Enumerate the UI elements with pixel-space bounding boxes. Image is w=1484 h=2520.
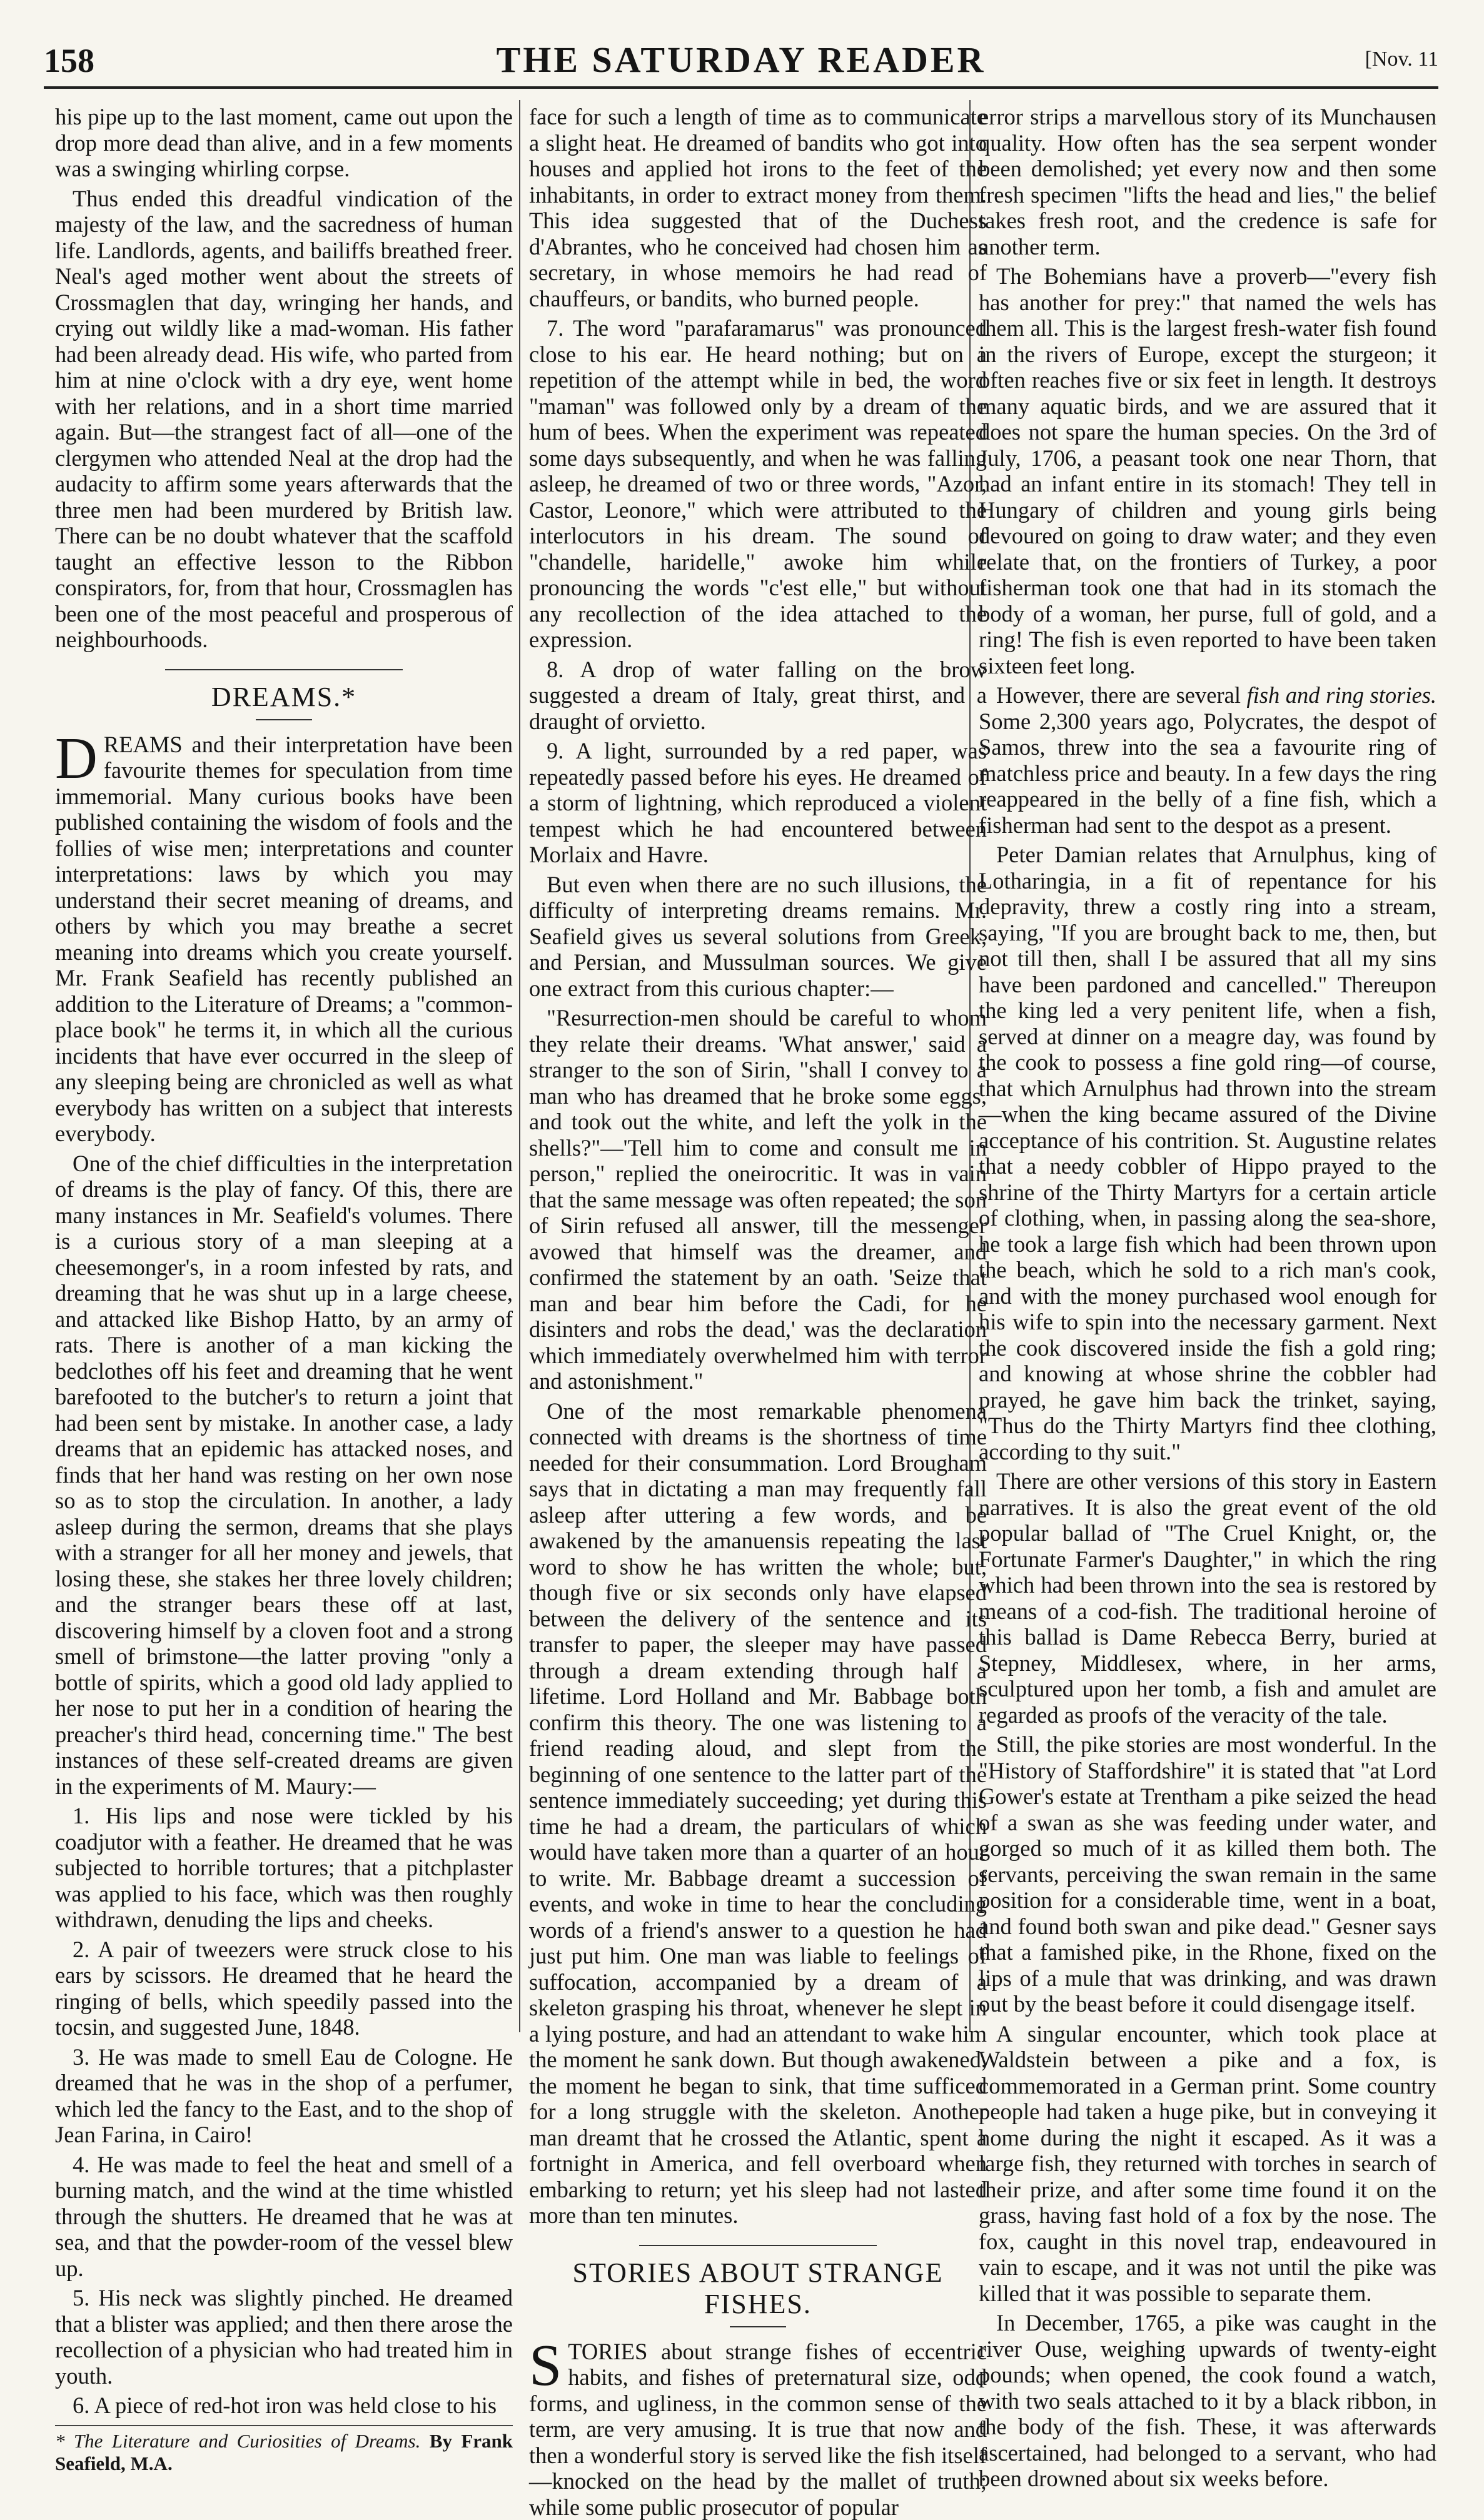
numbered-item: 2. A pair of tweezers were struck close to his ears by scissors. He dreamed that he heard the ringing of bells, which speedily passed into the tocsin, and suggested June, 1848.: [55, 1937, 513, 2040]
footnote-title: * The Literature and Curiosities of Dreams.: [55, 2430, 420, 2452]
paragraph: "Resurrection-men should be careful to whom they relate their dreams. 'What answer,' said a stranger to the son of Sirin, "shall I convey to a man who has dreamed that he broke some eggs, and took out the white, and left the yolk in the shells?"—'Tell him to come and consult me in person," replied the oneirocritic. It was in vain that the same message was often repeated; the son of Sirin refused all answer, till the messenger avowed that himself was the dreamer, and confirmed the statement by an oath. 'Seize that man and bear him before the Cadi, for he disinters and robs the dead,' was the declaration which immediately overwhelmed him with terror and astonishment.": [529, 1005, 987, 1394]
newspaper-title: THE SATURDAY READER: [44, 39, 1438, 81]
drop-cap: D: [55, 734, 98, 783]
numbered-item: 9. A light, surrounded by a red paper, was repeatedly passed before his eyes. He dreamed of a storm of lightning, which reproduced a violent tempest which he had encountered between Morlaix and Havre.: [529, 738, 987, 868]
paragraph: error strips a marvellous story of its Munchausen quality. How often has the sea serpent wonder been demolished; yet every now and then some fresh specimen "lifts the head and lies," the belief takes fresh root, and the credence is safe for another term.: [979, 104, 1436, 260]
section-rule: [639, 2245, 877, 2246]
section-rule: [730, 2326, 786, 2327]
numbered-item: 4. He was made to feel the heat and smell of a burning match, and the wind at the time whistled through the shutters. He dreamed that he was at sea, and that the powder-room of the vessel blew up.: [55, 2152, 513, 2282]
numbered-item: 7. The word "parafaramarus" was pronounced close to his ear. He heard nothing; but on a repetition of the attempt while in bed, the word "maman" was followed only by a dream of the hum of bees. When the experiment was repeated some days subsequently, and when he was falling asleep, he dreamed of two or three words, "Azor, Castor, Leonore," which were attributed to the interlocutors in his dream. The sound of "chandelle, haridelle," awoke him while pronouncing the words "c'est elle," but without any recollection of the idea attached to the expression.: [529, 315, 987, 653]
numbered-item: 5. His neck was slightly pinched. He dreamed that a blister was applied; and then there arose the recollection of a physician who had treated him in youth.: [55, 2285, 513, 2389]
paragraph: Thus ended this dreadful vindication of the majesty of the law, and the sacredness of human life. Landlords, agents, and bailiffs breathed freer. Neal's aged mother went about the streets of Crossmaglen that day, wringing her hands, and crying out wildly like a mad-woman. His father had been already dead. His wife, who parted from him at nine o'clock with a dry eye, went home with her relations, and in a short time married again. But—the strangest fact of all—one of the clergymen who attended Neal at the drop had the audacity to affirm some years afterwards that the three men had been murdered by British law. There can be no doubt whatever that the scaffold taught an effective lesson to the Ribbon conspirators, for, from that hour, Crossmaglen has been one of the most peaceful and prosperous of neighbourhoods.: [55, 186, 513, 653]
paragraph: The Bohemians have a proverb—"every fish has another for prey:" that named the wels has them all. This is the largest fresh-water fish found in the rivers of Europe, except the sturgeon; it often reaches five or six feet in length. It destroys many aquatic birds, and we are assured that it does not spare the human species. On the 3rd of July, 1706, a peasant took one near Thorn, that had an infant entire in its stomach! They tell in Hungary of children and young girls being devoured on going to draw water; and they even relate that, on the frontiers of Turkey, a poor fisherman took one that had in its stomach the body of a woman, her purse, full of gold, and a ring! The fish is even reported to have been taken sixteen feet long.: [979, 263, 1436, 678]
section-rule: [256, 719, 312, 720]
paragraph: One of the most remarkable phenomena connected with dreams is the shortness of time needed for their consummation. Lord Brougham says that in dictating a man may frequently fall asleep after uttering a few words, and be awakened by the amanuensis repeating the last word to show he has written the whole; but, though five or six seconds only have elapsed between the delivery of the sentence and its transfer to paper, the sleeper may have passed through a dream extending through half a lifetime. Lord Holland and Mr. Babbage both confirm this theory. The one was listening to a friend reading aloud, and slept from the beginning of one sentence to the latter part of the sentence immediately succeeding; yet during this time he had a dream, the particulars of which would have taken more than a quarter of an hour to write. Mr. Babbage dreamt a succession of events, and woke in time to hear the concluding words of a friend's answer to a question he had just put him. One man was liable to feelings of suffocation, accompanied by a dream of a skeleton grasping his throat, whenever he slept in a lying posture, and had an attendant to wake him the moment he sank down. But though awakened, the moment he began to sink, that time sufficed for a long struggle with the skeleton. Another man dreamt that he crossed the Atlantic, spent a fortnight in America, and fell overboard when embarking to return; yet his sleep had not lasted more than ten minutes.: [529, 1398, 987, 2229]
paragraph: One of the chief difficulties in the interpretation of dreams is the play of fancy. Of this, there are many instances in Mr. Seafield's volumes. There is a curious story of a man sleeping at a cheesemonger's, in a room infested by rats, and dreaming that he was shut up in a large cheese, and attacked like Bishop Hatto, by an army of rats. There is another of a man kicking the bedclothes off his feet and dreaming that he went barefooted to the butcher's to return a joint that had been sent by mistake. In another case, a lady dreams that an epidemic has attacked noses, and finds that her hand was resting on her own nose so as to stop the circulation. In another, a lady asleep during the sermon, dreams that she plays with a stranger for all her money and jewels, that losing these, she stakes her three lovely children; and the stranger bears these off at last, discovering himself by a cloven foot and a strong smell of brimstone—the latter proving "only a bottle of spirits, which a good old lady applied to her nose to put her in a condition of hearing the preacher's third head, concerning time." The best instances of these self-created dreams are given in the experiments of M. Maury:—: [55, 1151, 513, 1800]
column-1: [55, 104, 513, 2011]
numbered-item: 6. A piece of red-hot iron was held close to his: [55, 2392, 513, 2419]
paragraph: In December, 1765, a pike was caught in the river Ouse, weighing upwards of twenty-eight pounds; when opened, the cook found a watch, with two seals attached to it by a black ribbon, in the body of the fish. These, it was afterwards ascertained, had belonged to a servant, who had been drowned about six weeks before.: [979, 2310, 1436, 2492]
section-title-dreams: DREAMS.*: [55, 682, 513, 713]
numbered-item: 3. He was made to smell Eau de Cologne. He dreamed that he was in the shop of a perfumer, which led the fancy to the East, and to the shop of Jean Farina, in Cairo!: [55, 2044, 513, 2148]
paragraph: Peter Damian relates that Arnulphus, king of Lotharingia, in a fit of repentance for his depravity, threw a costly ring into a stream, saying, "If you are brought back to me, then, but not till then, shall I be assured that all my sins have been pardoned and cancelled." Thereupon the king led a very penitent life, when a fish, served at dinner on a meagre day, was found by the cook to possess a fine gold ring—of course, that which Arnulphus had thrown into the stream—when the king became assured of the Divine acceptance of his contrition. St. Augustine relates that a needy cobbler of Hippo prayed to the shrine of the Thirty Martyrs for a certain article of clothing, when, in passing along the sea-shore, he took a large fish which had been thrown upon the beach, which he sold to a rich man's cook, and with the money purchased wool enough for his wife to spin into the necessary garment. Next the cook discovered inside the fish a gold ring; and knowing at whose shrine the cobbler had prayed, he gave him back the trinket, saying, "Thus do the Thirty Martyrs find thee clothing, according to thy suit.": [979, 842, 1436, 1464]
paragraph: Still, the pike stories are most wonderful. In the "History of Staffordshire" it is stated that "at Lord Gower's estate at Trentham a pike seized the head of a swan as she was feeding under water, and gorged so much of it as killed them both. The servants, perceiving the swan remain in the same position for a considerable time, went in a boat, and found both swan and pike dead." Gesner says that a famished pike, in the Rhone, fixed on the lips of a mule that was drinking, and was drawn out by the beast before it could disengage itself.: [979, 1731, 1436, 2017]
paragraph: There are other versions of this story in Eastern narratives. It is also the great event of the old popular ballad of "The Cruel Knight, or, the Fortunate Farmer's Daughter," in which the ring which had been thrown into the sea is restored by means of a cod-fish. The traditional heroine of this ballad is Dame Rebecca Berry, buried at Stepney, Middlesex, where, in her arms, sculptured upon her tomb, a fish and amulet are regarded as proofs of the veracity of the tale.: [979, 1468, 1436, 1728]
masthead: [44, 39, 1438, 83]
paragraph: But even when there are no such illusions, the difficulty of interpreting dreams remains. Mr. Seafield gives us several solutions from Greek, and Persian, and Mussulman sources. We give one extract from this curious chapter:—: [529, 872, 987, 1002]
footnote: [55, 2425, 513, 2475]
numbered-item: 1. His lips and nose were tickled by his coadjutor with a feather. He dreamed that he was subjected to horrible tortures; that a pitchplaster was applied to his face, which was then roughly withdrawn, denuding the lips and cheeks.: [55, 1803, 513, 1933]
issue-date: [Nov. 11: [1365, 48, 1438, 71]
paragraph: DREAMS and their interpretation have been favourite themes for speculation from time immemorial. Many curious books have been published containing the wisdom of fools and the follies of wise men; interpretations and counter interpretations: laws by which you may understand their secret meaning of dreams, and others by which you may breathe a secret meaning into dreams which you create yourself. Mr. Frank Seafield has recently published an addition to the Literature of Dreams; a "common-place book" he terms it, in which all the curious incidents that have ever occurred in the sleep of any sleeping being are chronicled as well as what everybody has written on a subject that interests everybody.: [55, 732, 513, 1147]
header-rule: [44, 86, 1438, 89]
column-2: [529, 104, 987, 2011]
section-title-fishes: STORIES ABOUT STRANGE FISHES.: [529, 2257, 987, 2320]
footnote-author: By Frank Seafield, M.A.: [55, 2430, 513, 2474]
paragraph: his pipe up to the last moment, came out upon the drop more dead than alive, and in a few moments was a swinging whirling corpse.: [55, 104, 513, 182]
paragraph: However, there are several fish and ring stories. Some 2,300 years ago, Polycrates, the despot of Samos, threw into the sea a favourite ring of matchless price and beauty. In a few days the ring reappeared in the belly of a fine fish, which a fisherman had sent to the despot as a present.: [979, 682, 1436, 838]
paragraph: face for such a length of time as to communicate a slight heat. He dreamed of bandits who got into houses and applied hot irons to the feet of the inhabitants, in order to extract money from them. This idea suggested that of the Duchess d'Abrantes, who he conceived had chosen him as secretary, in whose memoirs he had read of chauffeurs, or bandits, who burned people.: [529, 104, 987, 311]
paragraph: STORIES about strange fishes of eccentric habits, and fishes of preternatural size, odd forms, and ugliness, in the common sense of the term, are very amusing. It is true that now and then a wonderful story is served like the fish itself—knocked on the head by the mallet of truth; while some public prosecutor of popular: [529, 2339, 987, 2520]
column-divider: [519, 100, 520, 2032]
column-3: [979, 104, 1436, 2011]
page-number: 158: [44, 41, 94, 80]
section-rule: [165, 669, 403, 670]
paragraph: A singular encounter, which took place at Waldstein between a pike and a fox, is commemorated in a German print. Some country people had taken a huge pike, but in conveying it home during the night it escaped. As it was a large fish, they returned with torches in search of their prize, and after some time found it on the grass, having fast hold of a fox by the nose. The fox, caught in this novel trap, endeavoured in vain to escape, and it was not until the pike was killed that it was possible to separate them.: [979, 2021, 1436, 2307]
drop-cap: S: [529, 2341, 562, 2390]
numbered-item: 8. A drop of water falling on the brow suggested a dream of Italy, great thirst, and a draught of orvietto.: [529, 657, 987, 735]
